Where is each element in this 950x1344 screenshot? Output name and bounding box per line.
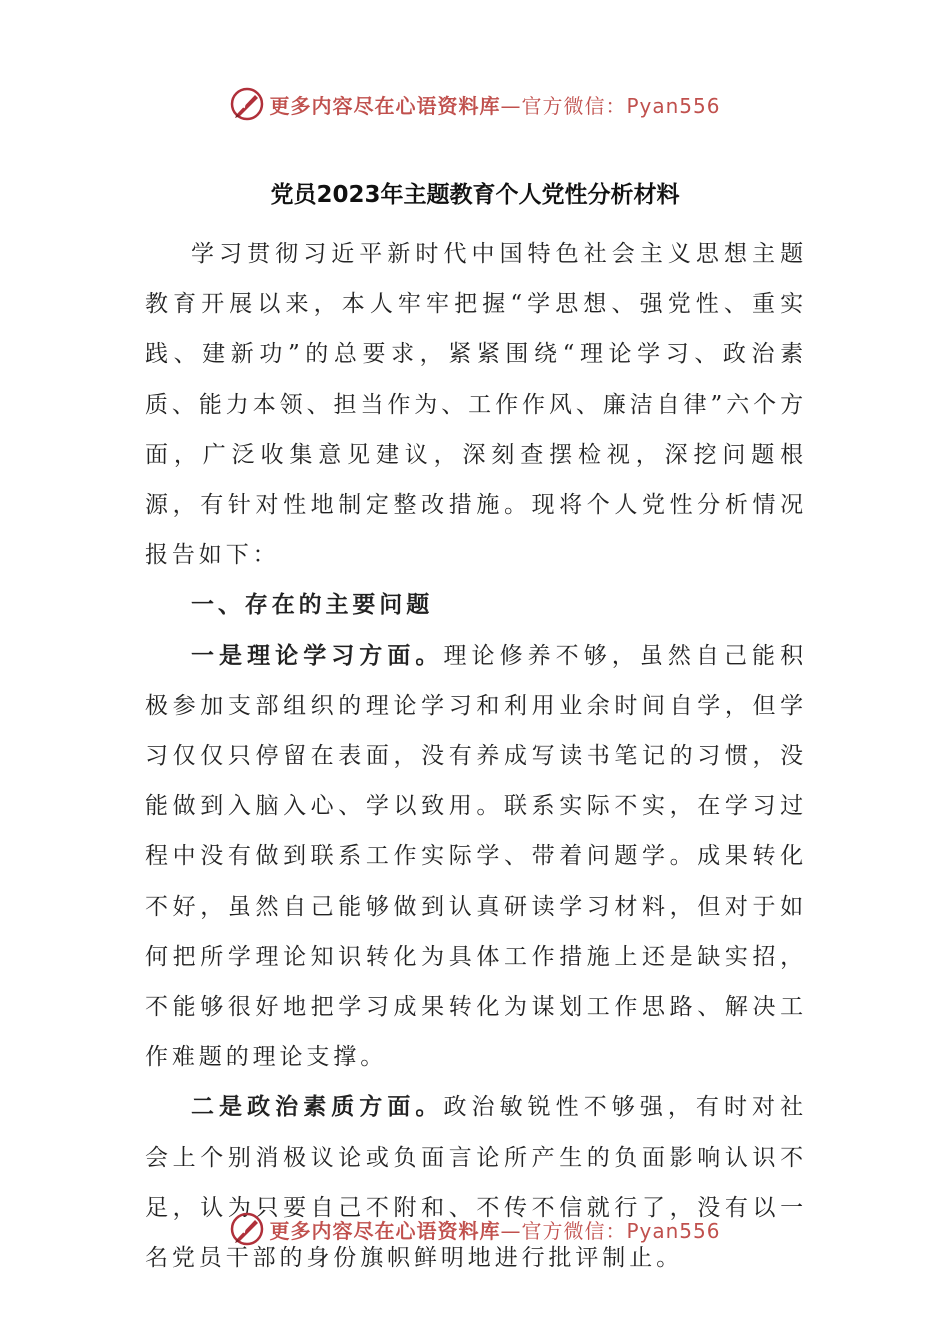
section-heading: 一、存在的主要问题: [191, 592, 434, 619]
banner-wechat-handle: 官方微信：Pyan556: [521, 93, 721, 118]
item-2-paragraph: [145, 1082, 807, 1283]
banner-separator: —: [500, 1218, 522, 1243]
pen-logo-icon: [229, 86, 265, 122]
banner-wechat-handle: 官方微信：Pyan556: [521, 1218, 721, 1243]
banner-separator: —: [500, 93, 522, 118]
item-1-body: 理论修养不够，虽然自己能积极参加支部组织的理论学习和利用业余时间自学，但学习仅仅只停留在表面，没有养成写读书笔记的习惯，没能做到入脑入心、学以致用。联系实际不实，在学习过程中没有做到联系工作实际学、带着问题学。成果转化不好，虽然自己能够做到认真研读学习材料，但对于如何把所学理论知识转化为具体工作措施上还是缺实招，不能够很好地把学习成果转化为谋划工作思路、解决工作难题的理论支撑。: [145, 642, 807, 1071]
item-1-lead: 一是理论学习方面。: [191, 642, 444, 669]
document-title: 党员2023年主题教育个人党性分析材料: [270, 182, 680, 208]
banner-main-text: 更多内容尽在心语资料库: [269, 93, 501, 118]
item-2-lead: 二是政治素质方面。: [191, 1094, 444, 1121]
header-watermark-banner: [0, 82, 950, 126]
banner-main-text: 更多内容尽在心语资料库: [269, 1218, 501, 1243]
item-1-paragraph: [145, 631, 807, 1083]
pen-logo-icon: [229, 1211, 265, 1247]
document-body: [145, 229, 807, 1283]
footer-watermark-banner: [0, 1207, 950, 1251]
item-2-body: 政治敏锐性不够强，有时对社会上个别消极议论或负面言论所产生的负面影响认识不足，认为只要自己不附和、不传不信就行了，没有以一名党员干部的身份旗帜鲜明地进行批评制止。: [145, 1094, 807, 1272]
intro-paragraph: 学习贯彻习近平新时代中国特色社会主义思想主题教育开展以来，本人牢牢把握“学思想、强党性、重实践、建新功”的总要求，紧紧围绕“理论学习、政治素质、能力本领、担当作为、工作作风、廉洁自律”六个方面，广泛收集意见建议，深刻查摆检视，深挖问题根源，有针对性地制定整改措施。现将个人党性分析情况报告如下：: [145, 241, 807, 569]
